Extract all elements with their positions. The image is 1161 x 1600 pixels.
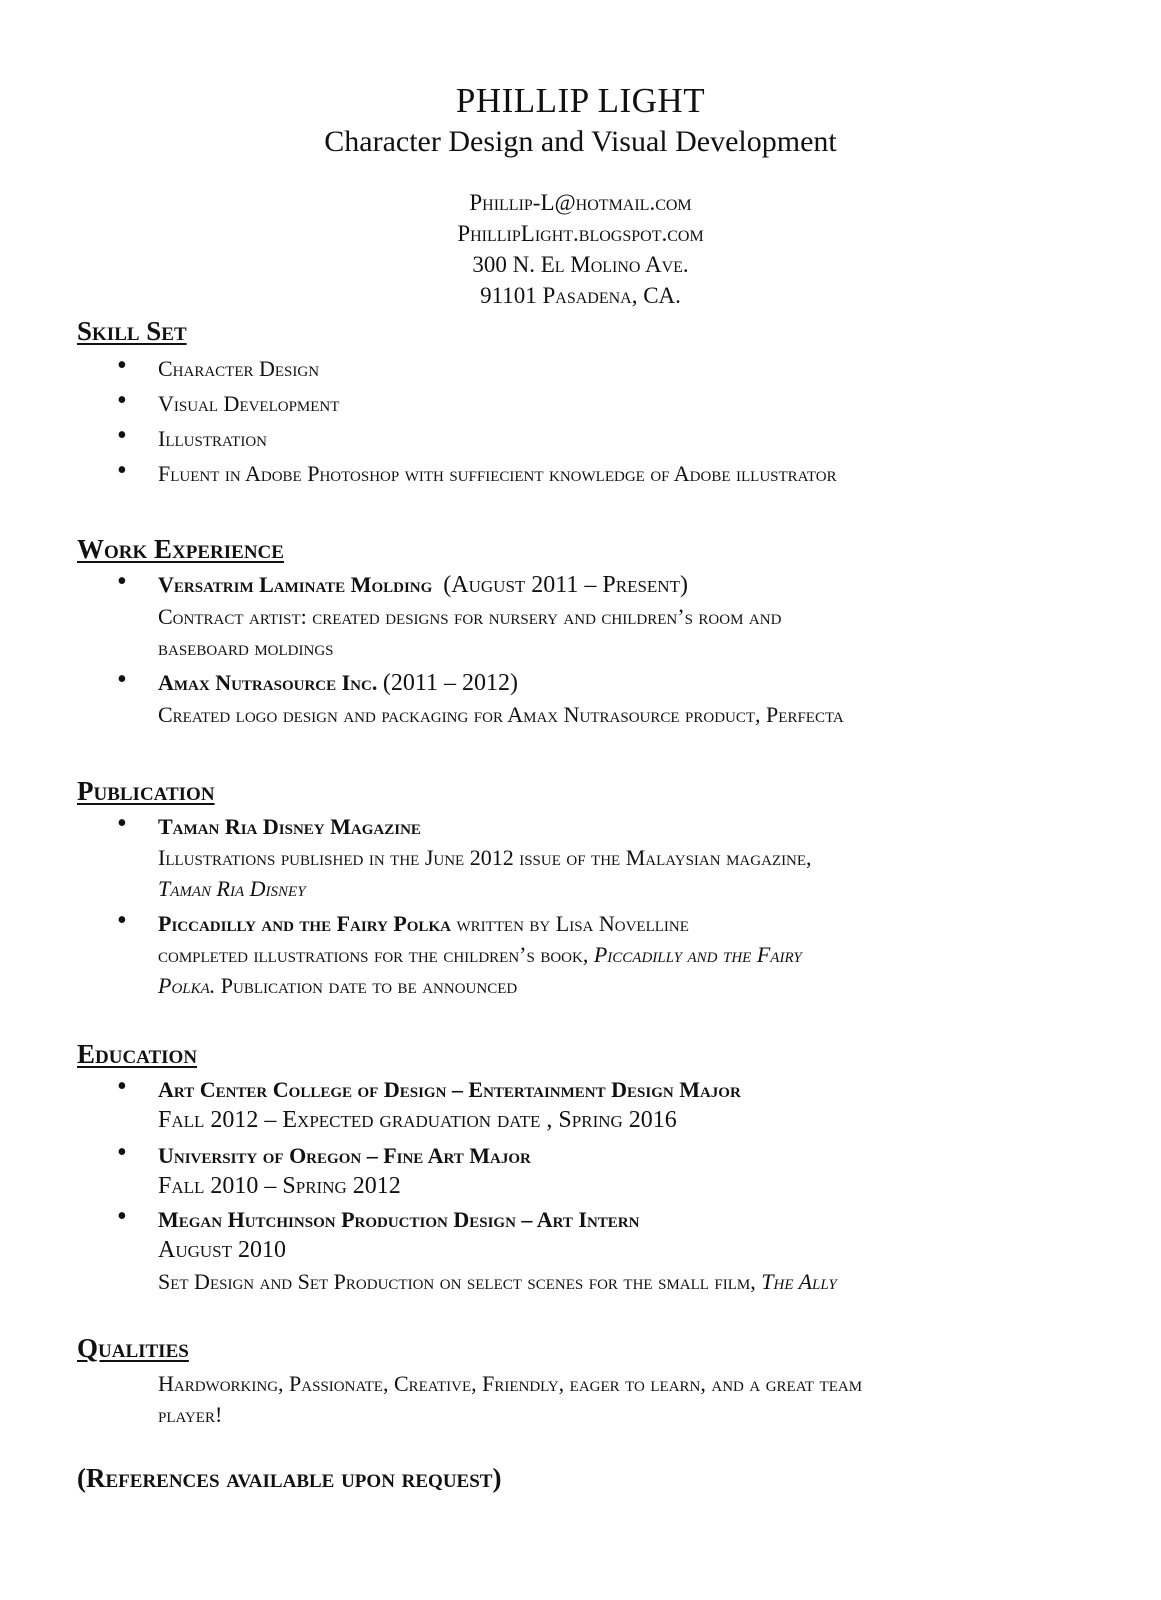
- job-description: Contract artist: created designs for nursery and children’s room and: [158, 604, 782, 629]
- job-description: baseboard moldings: [158, 635, 334, 660]
- list-item: [77, 808, 1077, 904]
- bullet-icon: •: [117, 1201, 127, 1232]
- publication-section: [77, 774, 1077, 1001]
- school-dates: Fall 2010 – Spring 2012: [158, 1173, 401, 1199]
- job-dates: (2011 – 2012): [382, 670, 518, 696]
- job-title: Versatrim Laminate Molding: [158, 572, 433, 597]
- resume-header: [0, 80, 1161, 311]
- school-title: Art Center College of Design – Entertainment Design Major: [158, 1077, 741, 1102]
- bullet-icon: •: [117, 1071, 127, 1102]
- list-item: [77, 455, 1077, 493]
- internship-description: Set Design and Set Production on select scenes for the small film,: [158, 1269, 756, 1294]
- bullet-icon: •: [117, 664, 127, 695]
- skill-text: Illustration: [158, 426, 267, 451]
- list-item: [77, 664, 1077, 730]
- publication-name: Polka.: [158, 973, 216, 998]
- list-item: [77, 1137, 1077, 1202]
- contact-block: [0, 187, 1161, 311]
- bullet-icon: •: [117, 1137, 127, 1168]
- bullet-icon: •: [117, 905, 127, 936]
- section-heading-qualities: Qualities: [77, 1333, 189, 1363]
- publication-title: Piccadilly and the Fairy Polka: [158, 911, 451, 936]
- job-title: Amax Nutrasource Inc.: [158, 670, 378, 695]
- bullet-icon: •: [117, 566, 127, 597]
- list-item: [77, 905, 1077, 1001]
- list-item: [77, 385, 1077, 423]
- publication-name: Piccadilly and the Fairy: [593, 942, 802, 967]
- qualities-section: [77, 1331, 1077, 1430]
- skill-text: Fluent in Adobe Photoshop with suffiecient knowledge of Adobe illustrator: [158, 461, 837, 486]
- bullet-icon: •: [117, 808, 127, 839]
- work-section: [77, 532, 1077, 730]
- school-title: University of Oregon – Fine Art Major: [158, 1143, 531, 1168]
- film-title: The Ally: [761, 1269, 837, 1294]
- address-city: 91101 Pasadena, CA.: [480, 283, 681, 308]
- candidate-name: PHILLIP LIGHT: [455, 81, 706, 120]
- qualities-line: Hardworking, Passionate, Creative, Friendly, eager to learn, and a great team: [158, 1371, 863, 1396]
- list-item: [77, 566, 1077, 663]
- skills-list: [77, 350, 1077, 493]
- list-item: [77, 420, 1077, 458]
- education-list: [77, 1071, 1077, 1297]
- section-heading-publication: Publication: [77, 776, 215, 806]
- section-heading-education: Education: [77, 1039, 198, 1069]
- references-section: [77, 1461, 1077, 1495]
- references-note: (References available upon request): [77, 1463, 502, 1493]
- publication-name: Taman Ria Disney: [158, 876, 306, 901]
- skills-section: [77, 314, 1077, 493]
- internship-title: Megan Hutchinson Production Design – Art Intern: [158, 1207, 640, 1232]
- website-url: PhillipLight.blogspot.com: [457, 221, 704, 246]
- job-dates: (August 2011 – Present): [443, 572, 688, 598]
- education-section: [77, 1037, 1077, 1297]
- section-heading-skills: Skill Set: [77, 316, 187, 346]
- publication-description: Publication date to be announced: [220, 973, 518, 998]
- job-description: Created logo design and packaging for Amax Nutrasource product, Perfecta: [158, 702, 844, 727]
- address-street: 300 N. El Molino Ave.: [472, 252, 689, 277]
- bullet-icon: •: [117, 350, 127, 381]
- list-item: [77, 1071, 1077, 1136]
- candidate-title: Character Design and Visual Development: [324, 125, 837, 158]
- skill-text: Visual Development: [158, 391, 340, 416]
- qualities-line: player!: [158, 1402, 223, 1427]
- work-list: [77, 566, 1077, 730]
- bullet-icon: •: [117, 420, 127, 451]
- publication-list: [77, 808, 1077, 1001]
- publication-description: completed illustrations for the children’s book,: [158, 942, 589, 967]
- skill-text: Character Design: [158, 356, 320, 381]
- bullet-icon: •: [117, 385, 127, 416]
- publication-title: Taman Ria Disney Magazine: [158, 814, 421, 839]
- list-item: [77, 350, 1077, 388]
- school-dates: Fall 2012 – Expected graduation date , Spring 2016: [158, 1107, 677, 1133]
- bullet-icon: •: [117, 455, 127, 486]
- publication-author: written by Lisa Novelline: [456, 911, 689, 936]
- qualities-text: [77, 1368, 1077, 1430]
- email-address: Phillip-L@hotmail.com: [469, 190, 692, 215]
- internship-dates: August 2010: [158, 1237, 287, 1263]
- list-item: [77, 1201, 1077, 1297]
- section-heading-work: Work Experience: [77, 534, 284, 564]
- publication-description: Illustrations published in the June 2012 issue of the Malaysian magazine,: [158, 845, 812, 870]
